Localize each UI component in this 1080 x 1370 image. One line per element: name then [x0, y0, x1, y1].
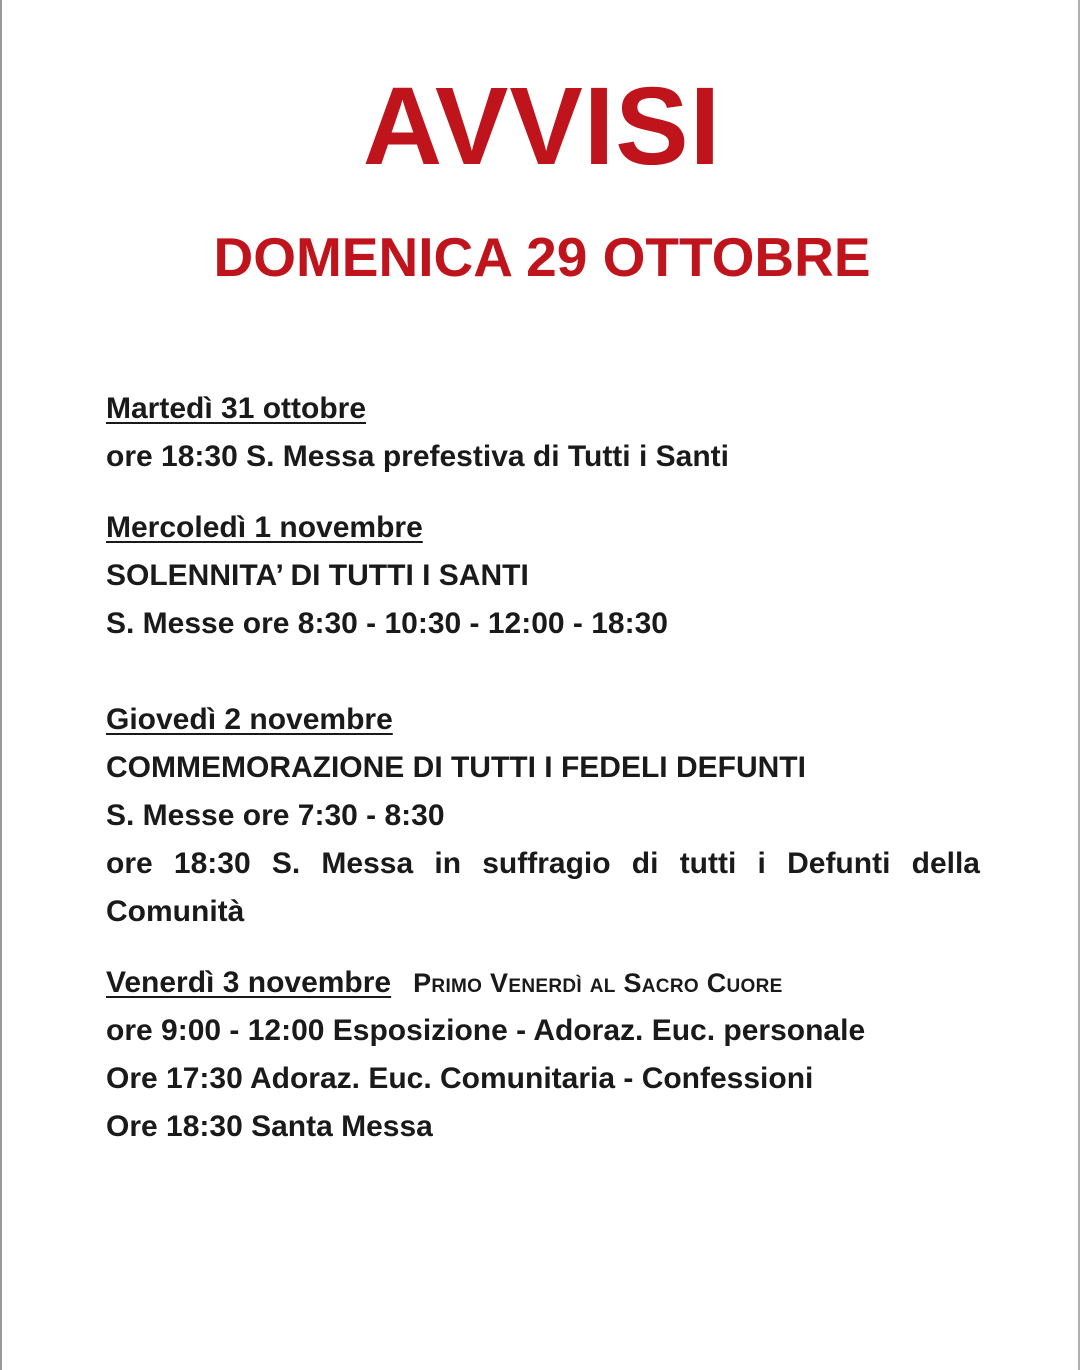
- notice-line: ore 9:00 - 12:00 Esposizione - Adoraz. Euc. personale: [106, 1014, 866, 1047]
- day-heading-friday: Venerdì 3 novembre: [106, 966, 392, 999]
- notice-line: S. Messe ore 7:30 - 8:30: [106, 799, 445, 832]
- day-note: Primo Venerdì al Sacro Cuore: [413, 968, 783, 998]
- day-heading-wednesday: Mercoledì 1 novembre: [106, 511, 423, 544]
- page-title: AVVISI: [362, 65, 722, 188]
- page-subtitle: DOMENICA 29 OTTOBRE: [213, 226, 871, 288]
- notice-line: COMMEMORAZIONE DI TUTTI I FEDELI DEFUNTI: [106, 751, 806, 784]
- notice-line: Ore 18:30 Santa Messa: [106, 1110, 433, 1143]
- notice-paragraph: ore 18:30 S. Messa in suffragio di tutti i Defunti della Comunità: [106, 847, 980, 928]
- notice-line: SOLENNITA’ DI TUTTI I SANTI: [106, 559, 529, 592]
- notice-line: ore 18:30 S. Messa prefestiva di Tutti i Santi: [106, 440, 729, 473]
- day-heading-tuesday: Martedì 31 ottobre: [106, 392, 367, 425]
- day-row-friday: [106, 959, 980, 1007]
- notice-line: Ore 17:30 Adoraz. Euc. Comunitaria - Confessioni: [106, 1062, 814, 1095]
- day-heading-thursday: Giovedì 2 novembre: [106, 703, 393, 736]
- notice-line: S. Messe ore 8:30 - 10:30 - 12:00 - 18:30: [106, 607, 668, 640]
